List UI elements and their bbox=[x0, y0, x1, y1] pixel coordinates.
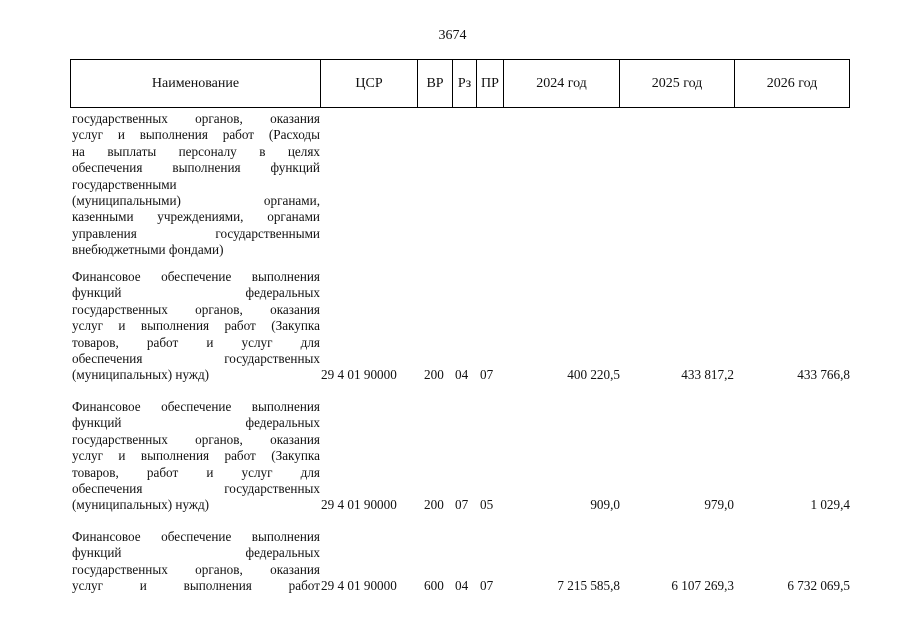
row-pr: 07 bbox=[480, 367, 494, 383]
row-name-line: управления государственными bbox=[72, 225, 320, 241]
row-2024: 400 220,5 bbox=[567, 367, 620, 383]
row-2026: 1 029,4 bbox=[810, 497, 850, 513]
header-csr: ЦСР bbox=[321, 60, 418, 107]
row-name-line: на выплаты персоналу в целях bbox=[72, 143, 320, 159]
row-name-line: услуг и выполнения работ bbox=[72, 578, 320, 594]
row-2026: 433 766,8 bbox=[797, 367, 850, 383]
row-vr: 600 bbox=[424, 578, 444, 594]
header-2026: 2026 год bbox=[766, 76, 818, 91]
row-2026: 6 732 069,5 bbox=[787, 578, 850, 594]
row-2025: 6 107 269,3 bbox=[671, 578, 734, 594]
row-csr: 29 4 01 90000 bbox=[321, 578, 397, 594]
row-name-line: услуг и выполнения работ (Расходы bbox=[72, 127, 320, 143]
row-csr: 29 4 01 90000 bbox=[321, 497, 397, 513]
row-2025: 979,0 bbox=[704, 497, 734, 513]
row-name-line: услуг и выполнения работ (Закупка bbox=[72, 448, 320, 464]
row-name bbox=[72, 399, 320, 514]
row-name bbox=[72, 529, 320, 595]
row-name-line: (муниципальными) органами, bbox=[72, 192, 320, 208]
row-name-line: товаров, работ и услуг для bbox=[72, 334, 320, 350]
row-vr: 200 bbox=[424, 497, 444, 513]
row-2025: 433 817,2 bbox=[681, 367, 734, 383]
row-name-line: государственных органов, оказания bbox=[72, 561, 320, 577]
row-pr: 07 bbox=[480, 578, 494, 594]
row-name-line: государственных органов, оказания bbox=[72, 111, 320, 126]
row-name-line: Финансовое обеспечение выполнения bbox=[72, 399, 320, 414]
row-name-line: обеспечения государственных bbox=[72, 350, 320, 366]
row-rz: 04 bbox=[455, 578, 469, 594]
row-name-line: внебюджетными фондами) bbox=[72, 242, 224, 258]
row-name-line: функций федеральных bbox=[72, 415, 320, 431]
row-name bbox=[72, 111, 320, 259]
row-name bbox=[72, 269, 320, 384]
row-rz: 04 bbox=[455, 367, 469, 383]
row-name-line: обеспечения выполнения функций bbox=[72, 160, 320, 176]
row-name-line: услуг и выполнения работ (Закупка bbox=[72, 318, 320, 334]
row-name-line: функций федеральных bbox=[72, 545, 320, 561]
header-2024: 2024 год bbox=[504, 60, 620, 107]
table-header bbox=[70, 59, 850, 108]
row-name-line: (муниципальных) нужд) bbox=[72, 497, 210, 513]
row-name-line: государственных органов, оказания bbox=[72, 301, 320, 317]
header-pr: ПР bbox=[477, 60, 504, 107]
row-name-line: товаров, работ и услуг для bbox=[72, 464, 320, 480]
header-2025: 2025 год bbox=[620, 60, 735, 107]
page-number: 3674 bbox=[438, 28, 467, 43]
row-name-line: государственных органов, оказания bbox=[72, 431, 320, 447]
header-vr: ВР bbox=[418, 60, 453, 107]
row-2024: 909,0 bbox=[590, 497, 620, 513]
row-name-line: Финансовое обеспечение выполнения bbox=[72, 269, 320, 284]
header-name: Наименование bbox=[71, 60, 321, 107]
row-name-line: (муниципальных) нужд) bbox=[72, 367, 210, 383]
header-rz: Рз bbox=[453, 60, 477, 107]
row-name-line: функций федеральных bbox=[72, 285, 320, 301]
row-2024: 7 215 585,8 bbox=[557, 578, 620, 594]
row-csr: 29 4 01 90000 bbox=[321, 367, 397, 383]
row-name-line: Финансовое обеспечение выполнения bbox=[72, 529, 320, 544]
row-name-line: казенными учреждениями, органами bbox=[72, 209, 320, 225]
row-name-line: обеспечения государственных bbox=[72, 480, 320, 496]
row-name-line: государственными bbox=[72, 176, 177, 192]
row-pr: 05 bbox=[480, 497, 494, 513]
row-rz: 07 bbox=[455, 497, 469, 513]
row-vr: 200 bbox=[424, 367, 444, 383]
